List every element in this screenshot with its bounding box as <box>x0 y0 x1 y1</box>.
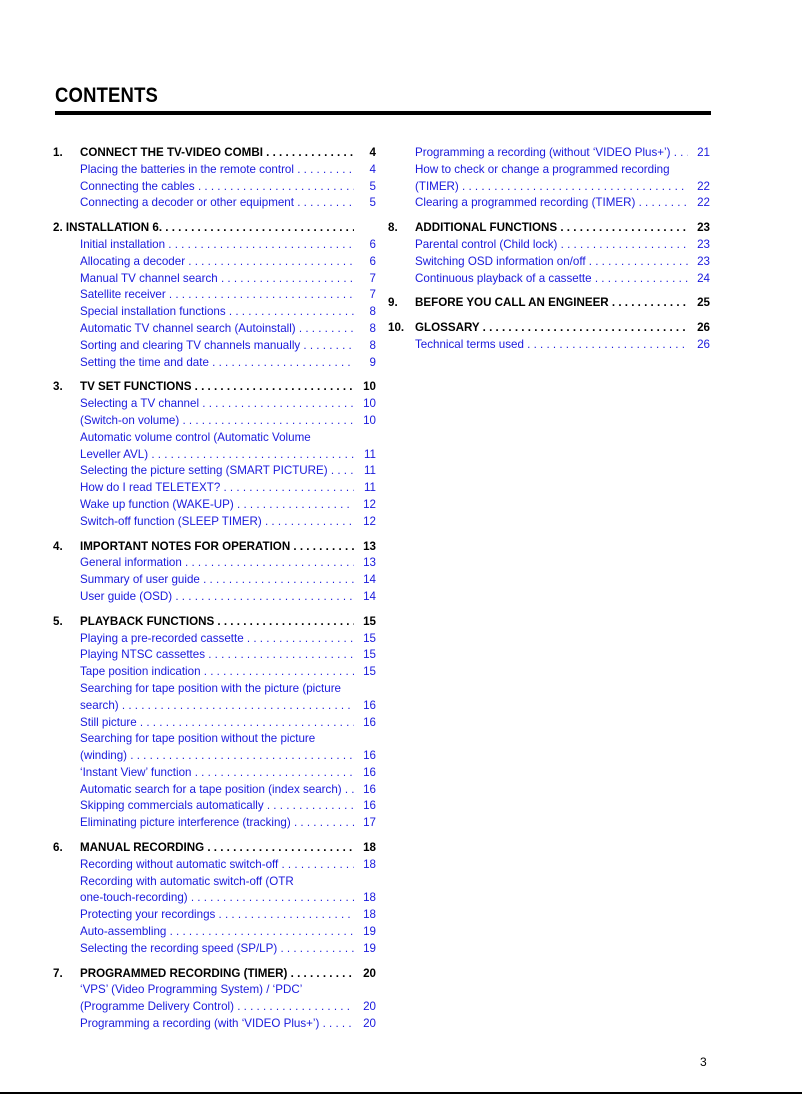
toc-entry-page: 14 <box>363 589 376 603</box>
toc-entry-page: 16 <box>363 782 376 796</box>
chapter-title: PROGRAMMED RECORDING (TIMER) . . . <box>80 966 354 983</box>
toc-chapter-heading[interactable] <box>53 379 376 396</box>
toc-chapter-heading[interactable] <box>388 320 710 337</box>
chapter-title: TV SET FUNCTIONS . . . <box>80 379 354 396</box>
toc-entry-text: Switch-off function (SLEEP TIMER) . . . <box>80 514 354 531</box>
toc-entry-text: Playing NTSC cassettes . . . <box>80 647 354 664</box>
toc-entry-page: 17 <box>363 816 376 830</box>
toc-entry[interactable] <box>53 999 376 1016</box>
toc-entry[interactable] <box>53 237 376 254</box>
toc-chapter-heading[interactable] <box>53 220 376 237</box>
toc-entry[interactable] <box>53 304 376 321</box>
toc-entry[interactable] <box>388 145 710 162</box>
toc-entry-page: 16 <box>363 749 376 763</box>
toc-entry-text: General information . . . <box>80 555 354 572</box>
toc-entry-page: 4 <box>369 162 376 176</box>
toc-entry-text: Placing the batteries in the remote control . . . <box>80 162 354 179</box>
toc-entry-text: Auto-assembling . . . <box>80 924 354 941</box>
toc-entry-text: Clearing a programmed recording (TIMER) . . . <box>415 195 688 212</box>
toc-entry-page: 11 <box>363 481 376 495</box>
toc-entry[interactable] <box>388 254 710 271</box>
toc-chapter-heading[interactable] <box>53 614 376 631</box>
toc-entry-page: 21 <box>697 146 710 159</box>
toc-entry-page: 24 <box>697 271 710 285</box>
toc-entry[interactable] <box>53 631 376 648</box>
toc-entry-text: Special installation functions . . . <box>80 304 354 321</box>
toc-entry-text: Automatic search for a tape position (index search) . . . <box>80 782 354 799</box>
toc-entry[interactable] <box>53 748 376 765</box>
toc-entry[interactable] <box>53 715 376 732</box>
toc-entry[interactable] <box>53 555 376 572</box>
toc-entry-text: Satellite receiver . . . <box>80 287 354 304</box>
toc-entry-text: one-touch-recording) . . . <box>80 890 354 907</box>
toc-entry[interactable] <box>53 463 376 480</box>
toc-entry[interactable] <box>53 254 376 271</box>
chapter-number: 1. <box>53 146 63 159</box>
toc-chapter-heading[interactable] <box>388 220 710 237</box>
toc-entry-text: Selecting the recording speed (SP/LP) . . . <box>80 941 354 958</box>
toc-entry-page: 22 <box>697 179 710 193</box>
toc-entry[interactable] <box>53 907 376 924</box>
toc-entry-page: 15 <box>363 631 376 645</box>
toc-entry-page: 5 <box>369 196 376 210</box>
toc-entry-page: 6 <box>369 237 376 251</box>
toc-entry-page: 18 <box>363 891 376 905</box>
toc-entry[interactable] <box>53 338 376 355</box>
toc-entry-text: (Switch-on volume) . . . <box>80 413 354 430</box>
chapter-number: 10. <box>388 321 405 335</box>
chapter-page: 20 <box>363 966 376 980</box>
toc-entry[interactable] <box>53 941 376 958</box>
toc-entry[interactable] <box>53 430 376 447</box>
toc-entry-page: 15 <box>363 648 376 662</box>
chapter-number: 7. <box>53 966 63 980</box>
toc-entry-text: Initial installation . . . <box>80 237 354 254</box>
toc-entry-text: Skipping commercials automatically . . . <box>80 798 354 815</box>
toc-entry[interactable] <box>53 857 376 874</box>
toc-entry-text: ‘VPS’ (Video Programming System) / ‘PDC’ <box>80 983 303 997</box>
toc-section <box>388 220 710 287</box>
toc-entry-page: 14 <box>363 573 376 587</box>
toc-chapter-heading[interactable] <box>53 145 376 162</box>
chapter-number: 9. <box>388 296 398 310</box>
toc-section <box>53 145 376 212</box>
toc-entry-text: Searching for tape position with the picture (picture <box>80 681 342 695</box>
chapter-page: 23 <box>697 221 710 235</box>
toc-entry-text: Protecting your recordings . . . <box>80 907 354 924</box>
toc-entry[interactable] <box>53 355 376 372</box>
toc-entry-page: 8 <box>369 305 376 319</box>
toc-entry[interactable] <box>53 396 376 413</box>
toc-entry-page: 19 <box>363 941 376 955</box>
toc-entry-text: (Programme Delivery Control) . . . <box>80 999 354 1016</box>
toc-entry-page: 11 <box>363 447 376 461</box>
toc-entry-text: Recording without automatic switch-off . . . <box>80 857 354 874</box>
toc-chapter-heading[interactable] <box>53 840 376 857</box>
toc-entry-page: 8 <box>369 338 376 352</box>
toc-entry[interactable] <box>53 497 376 514</box>
toc-entry-text: Continuous playback of a cassette . . . <box>415 271 688 288</box>
toc-entry[interactable] <box>53 782 376 799</box>
toc-entry-page: 19 <box>363 925 376 939</box>
toc-entry-text: (winding) . . . <box>80 748 354 765</box>
page-title: CONTENTS <box>55 84 159 107</box>
chapter-number: 3. <box>53 380 63 394</box>
toc-section <box>53 539 376 606</box>
chapter-page: 13 <box>363 539 376 553</box>
chapter-title: IMPORTANT NOTES FOR OPERATION . . . <box>80 539 354 556</box>
toc-entry-page: 11 <box>363 464 376 478</box>
toc-entry-text: Automatic volume control (Automatic Volume <box>80 430 311 444</box>
toc-entry[interactable] <box>53 765 376 782</box>
toc-entry[interactable] <box>388 237 710 254</box>
toc-entry-text: Sorting and clearing TV channels manually . . . <box>80 338 354 355</box>
chapter-page: 10 <box>363 380 376 394</box>
toc-entry[interactable] <box>53 731 376 748</box>
toc-entry-text: Automatic TV channel search (Autoinstall) . . . <box>80 321 354 338</box>
toc-entry[interactable] <box>53 664 376 681</box>
toc-entry[interactable] <box>53 413 376 430</box>
toc-chapter-heading[interactable] <box>53 966 376 983</box>
chapter-number: 8. <box>388 221 398 235</box>
toc-entry-text: Setting the time and date . . . <box>80 355 354 372</box>
toc-entry[interactable] <box>388 271 710 288</box>
toc-entry-page: 10 <box>363 397 376 411</box>
toc-entry[interactable] <box>53 195 376 212</box>
toc-entry-text: Connecting the cables . . . <box>80 179 354 196</box>
chapter-page: 15 <box>363 614 376 628</box>
chapter-number: 4. <box>53 539 63 553</box>
chapter-title: MANUAL RECORDING . . . <box>80 840 354 857</box>
toc-section <box>53 966 376 1033</box>
toc-entry-text: Technical terms used . . . <box>415 337 688 354</box>
toc-entry-text: Parental control (Child lock) . . . <box>415 237 688 254</box>
toc-entry[interactable] <box>53 514 376 531</box>
toc-entry[interactable] <box>53 162 376 179</box>
toc-entry[interactable] <box>388 195 710 212</box>
toc-right-column <box>388 145 710 362</box>
toc-entry[interactable] <box>388 162 710 179</box>
chapter-page: 4 <box>369 146 376 159</box>
toc-entry-page: 16 <box>363 715 376 729</box>
page-number: 3 <box>700 1055 707 1069</box>
toc-entry-text: ‘Instant View’ function . . . <box>80 765 354 782</box>
toc-entry-page: 20 <box>363 1000 376 1014</box>
toc-entry-text: Wake up function (WAKE-UP) . . . <box>80 497 354 514</box>
toc-section <box>388 295 710 312</box>
toc-entry-text: Searching for tape position without the picture <box>80 732 316 746</box>
toc-entry-text: Manual TV channel search . . . <box>80 271 354 288</box>
chapter-page: 26 <box>697 321 710 335</box>
toc-entry-page: 16 <box>363 799 376 813</box>
toc-entry-page: 23 <box>697 254 710 268</box>
toc-entry-text: (TIMER) . . . <box>415 179 688 196</box>
toc-entry-text: How to check or change a programmed recording <box>415 162 670 176</box>
toc-section <box>53 220 376 371</box>
chapter-title: 2. INSTALLATION 6. . . . <box>53 220 354 237</box>
toc-entry-page: 7 <box>369 288 376 302</box>
toc-entry[interactable] <box>53 480 376 497</box>
toc-section <box>53 840 376 958</box>
toc-entry[interactable] <box>388 337 710 354</box>
chapter-title: CONNECT THE TV-VIDEO COMBI . . . <box>80 145 354 162</box>
toc-entry[interactable] <box>53 572 376 589</box>
toc-entry[interactable] <box>53 698 376 715</box>
toc-entry-page: 22 <box>697 196 710 210</box>
toc-entry-text: Switching OSD information on/off . . . <box>415 254 688 271</box>
title-rule <box>55 111 711 115</box>
toc-entry-page: 13 <box>363 556 376 570</box>
toc-entry-page: 18 <box>363 908 376 922</box>
chapter-title: BEFORE YOU CALL AN ENGINEER . . . <box>415 295 688 312</box>
toc-entry-text: How do I read TELETEXT? . . . <box>80 480 354 497</box>
toc-left-column <box>53 145 376 1041</box>
chapter-title: ADDITIONAL FUNCTIONS . . . <box>415 220 688 237</box>
toc-entry-page: 16 <box>363 765 376 779</box>
toc-entry-page: 16 <box>363 698 376 712</box>
chapter-page: 18 <box>363 841 376 855</box>
toc-entry-text: Selecting a TV channel . . . <box>80 396 354 413</box>
toc-entry[interactable] <box>53 815 376 832</box>
toc-entry[interactable] <box>388 179 710 196</box>
toc-entry-page: 12 <box>363 497 376 511</box>
toc-entry[interactable] <box>53 179 376 196</box>
toc-entry-text: Selecting the picture setting (SMART PICTURE) . . . <box>80 463 354 480</box>
toc-entry-text: Still picture . . . <box>80 715 354 732</box>
toc-entry-page: 15 <box>363 665 376 679</box>
toc-entry[interactable] <box>53 271 376 288</box>
toc-entry-text: Programming a recording (with ‘VIDEO Plus+’) . . . <box>80 1016 354 1033</box>
toc-chapter-heading[interactable] <box>53 539 376 556</box>
toc-entry-text: Tape position indication . . . <box>80 664 354 681</box>
toc-entry[interactable] <box>53 681 376 698</box>
toc-entry[interactable] <box>53 890 376 907</box>
toc-entry-page: 9 <box>369 355 376 369</box>
toc-entry-page: 8 <box>369 321 376 335</box>
toc-entry[interactable] <box>53 924 376 941</box>
toc-entry[interactable] <box>53 798 376 815</box>
toc-entry-page: 18 <box>363 857 376 871</box>
chapter-number: 6. <box>53 841 63 855</box>
toc-entry-page: 6 <box>369 254 376 268</box>
chapter-title: GLOSSARY . . . <box>415 320 688 337</box>
chapter-number: 5. <box>53 614 63 628</box>
toc-entry-page: 20 <box>363 1017 376 1031</box>
toc-entry[interactable] <box>53 982 376 999</box>
toc-entry-text: Playing a pre-recorded cassette . . . <box>80 631 354 648</box>
toc-entry-text: Leveller AVL) . . . <box>80 447 354 464</box>
toc-entry[interactable] <box>53 1016 376 1033</box>
toc-entry[interactable] <box>53 874 376 891</box>
toc-entry-page: 23 <box>697 237 710 251</box>
toc-entry-text: Programming a recording (without ‘VIDEO Plus+’) . . . <box>415 145 688 162</box>
toc-entry[interactable] <box>53 447 376 464</box>
toc-entry[interactable] <box>53 287 376 304</box>
toc-entry[interactable] <box>53 321 376 338</box>
toc-chapter-heading[interactable] <box>388 295 710 312</box>
toc-entry-text: User guide (OSD) . . . <box>80 589 354 606</box>
chapter-title: PLAYBACK FUNCTIONS . . . <box>80 614 354 631</box>
toc-section <box>53 614 376 832</box>
toc-entry-page: 5 <box>369 179 376 193</box>
toc-section <box>388 320 710 354</box>
toc-section <box>388 145 710 212</box>
toc-entry-text: Connecting a decoder or other equipment . . . <box>80 195 354 212</box>
chapter-page: 25 <box>697 296 710 310</box>
toc-entry-text: search) . . . <box>80 698 354 715</box>
toc-entry-page: 12 <box>363 514 376 528</box>
toc-entry-page: 26 <box>697 337 710 351</box>
toc-entry[interactable] <box>53 647 376 664</box>
toc-entry-text: Eliminating picture interference (tracking) . . . <box>80 815 354 832</box>
toc-entry[interactable] <box>53 589 376 606</box>
toc-entry-text: Recording with automatic switch-off (OTR <box>80 874 294 888</box>
toc-entry-text: Allocating a decoder . . . <box>80 254 354 271</box>
toc-entry-page: 7 <box>369 271 376 285</box>
toc-entry-text: Summary of user guide . . . <box>80 572 354 589</box>
toc-section <box>53 379 376 530</box>
toc-entry-page: 10 <box>363 413 376 427</box>
